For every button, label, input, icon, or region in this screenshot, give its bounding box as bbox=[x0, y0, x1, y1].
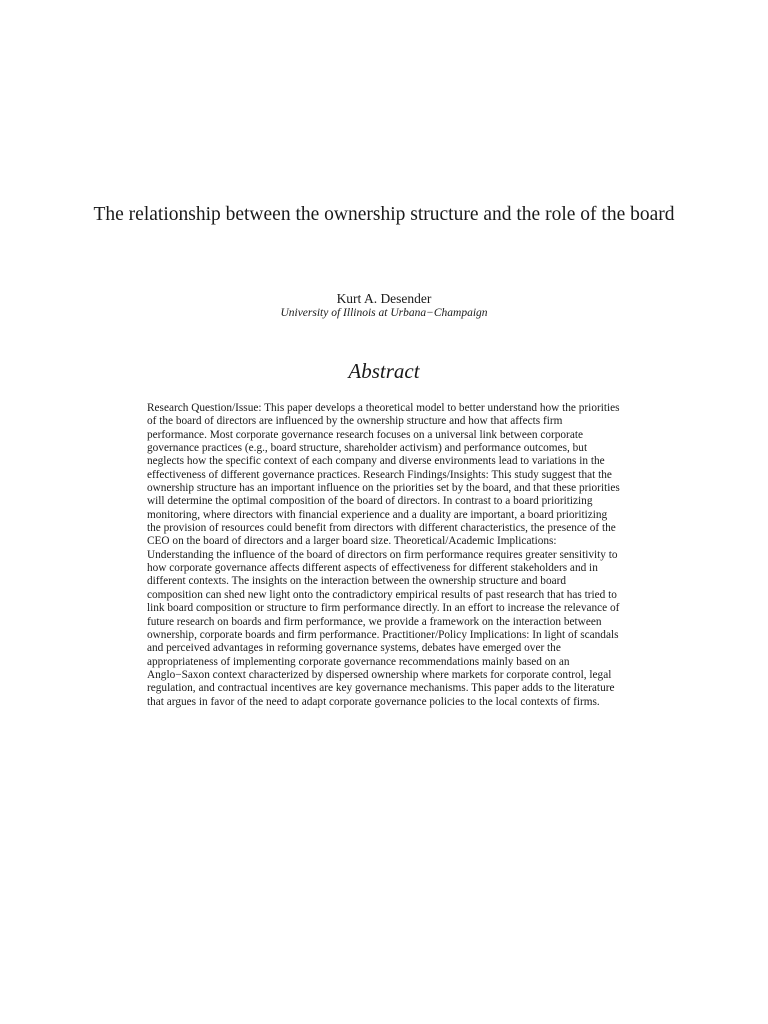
paper-title: The relationship between the ownership structure and the role of the board bbox=[93, 204, 675, 225]
author-name: Kurt A. Desender bbox=[336, 291, 432, 306]
abstract-body: Research Question/Issue: This paper develops a theoretical model to better understand how the priorities of the board of directors are influenced by the ownership structure and how that affects firm performance. Most corporate governance research focuses on a universal link between corporate governance practices (e.g., board structure, shareholder activism) and performance outcomes, but neglects how the specific context of each company and diverse environments lead to variations in the effectiveness of different governance practices. Research Findings/Insights: This study suggest that the ownership structure has an important influence on the priorities set by the board, and that these priorities will determine the optimal composition of the board of directors. In contrast to a board prioritizing monitoring, where directors with financial experience and a duality are important, a board prioritizing the provision of resources could benefit from directors with different characteristics, the presence of the CEO on the board of directors and a larger board size. Theoretical/Academic Implications: Understanding the influence of the board of directors on firm performance requires greater sensitivity to how corporate governance affects different aspects of effectiveness for different stakeholders and in different contexts. The insights on the interaction between the ownership structure and board composition can shed new light onto the contradictory empirical results of past research that has tried to link board composition or structure to firm performance directly. In an effort to increase the relevance of future research on boards and firm performance, we provide a framework on the interaction between ownership, corporate boards and firm performance. Practitioner/Policy Implications: In light of scandals and perceived advantages in reforming governance systems, debates have emerged over the appropriateness of implementing corporate governance recommendations mainly based on an Anglo−Saxon context characterized by dispersed ownership where markets for corporate control, legal regulation, and contractual incentives are key governance mechanisms. This paper adds to the literature that argues in favor of the need to adapt corporate governance policies to the local contexts of firms. bbox=[147, 402, 620, 708]
author-affiliation: University of Illinois at Urbana−Champaign bbox=[280, 307, 488, 319]
abstract-heading: Abstract bbox=[348, 359, 420, 383]
